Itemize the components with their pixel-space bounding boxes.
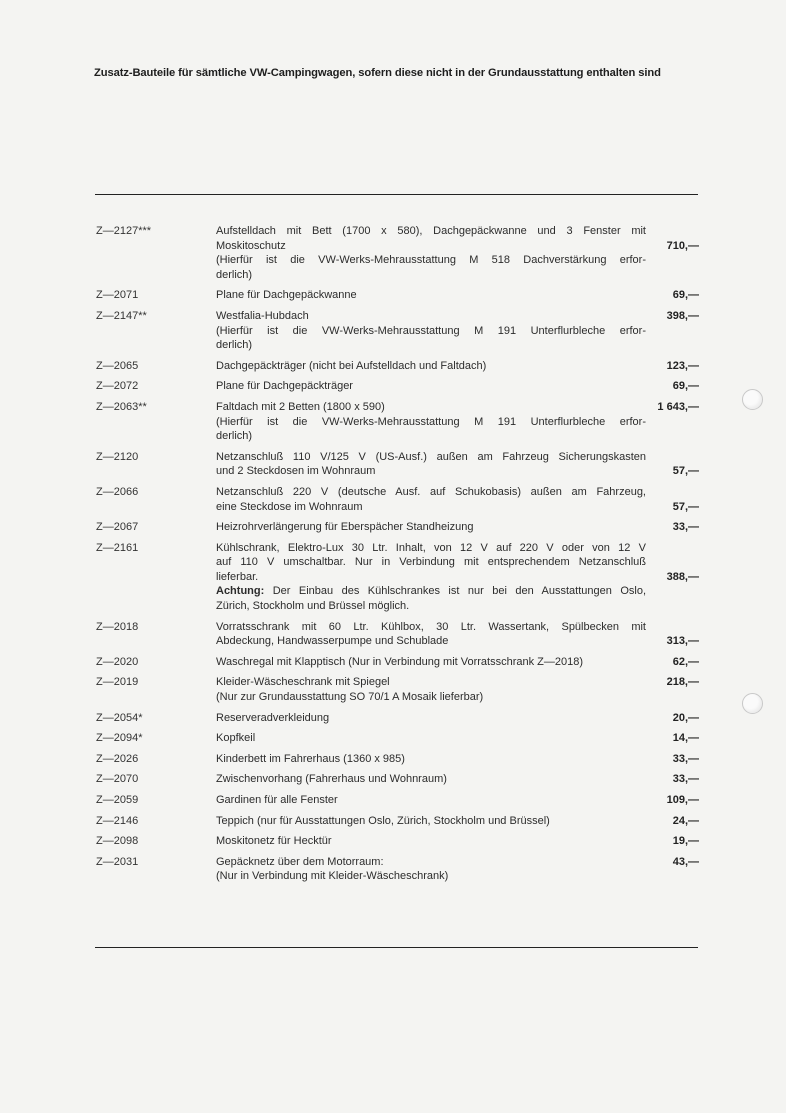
part-number: Z—2018 xyxy=(96,620,139,633)
description-line: Kleider-Wäscheschrank mit Spiegel xyxy=(216,676,390,689)
top-rule xyxy=(95,194,698,195)
part-price: 62,— xyxy=(672,655,699,668)
description-line: Zwischenvorhang (Fahrerhaus und Wohnraum) xyxy=(216,773,447,786)
part-row xyxy=(96,711,699,726)
part-description xyxy=(216,359,646,374)
part-price: 218,— xyxy=(666,676,699,689)
part-row xyxy=(96,772,699,787)
part-description xyxy=(216,814,646,829)
part-description xyxy=(216,711,646,726)
part-description xyxy=(216,834,646,849)
part-price: 33,— xyxy=(672,752,699,765)
part-description xyxy=(216,485,646,514)
part-description xyxy=(216,855,646,884)
part-price: 710,— xyxy=(666,239,699,252)
description-line: derlich) xyxy=(216,339,253,352)
part-price: 14,— xyxy=(672,732,699,745)
part-row xyxy=(96,288,699,303)
part-description xyxy=(216,520,646,535)
description-line: Westfalia-Hubdach xyxy=(216,309,309,322)
part-price: 109,— xyxy=(666,794,699,806)
parts-list xyxy=(96,224,699,890)
part-row xyxy=(96,359,699,374)
part-number: Z—2020 xyxy=(96,655,139,668)
part-row xyxy=(96,224,699,282)
description-line: und 2 Steckdosen im Wohnraum xyxy=(216,465,376,478)
description-line: Heizrohrverlängerung für Eberspächer Standheizung xyxy=(216,521,474,534)
part-row xyxy=(96,731,699,746)
binder-hole-lower xyxy=(742,693,763,714)
description-line: (Nur in Verbindung mit Kleider-Wäscheschrank) xyxy=(216,870,449,883)
part-description xyxy=(216,655,646,670)
part-row xyxy=(96,309,699,353)
part-row xyxy=(96,855,699,884)
part-row xyxy=(96,520,699,535)
part-price: 57,— xyxy=(672,500,699,513)
part-price: 24,— xyxy=(672,814,699,827)
part-number: Z—2147** xyxy=(96,309,147,322)
part-number: Z—2127*** xyxy=(96,225,152,237)
description-line: Faltdach mit 2 Betten (1800 x 590) xyxy=(216,400,385,413)
part-price: 69,— xyxy=(672,289,699,302)
part-row xyxy=(96,814,699,829)
part-price: 19,— xyxy=(672,835,699,848)
part-number: Z—2054* xyxy=(96,711,143,724)
part-row xyxy=(96,450,699,479)
part-number: Z—2065 xyxy=(96,359,139,372)
description-line: Netzanschluß 110 V/125 V (US-Ausf.) außen am Fahrzeug Sicherungskasten xyxy=(216,450,646,463)
part-number: Z—2071 xyxy=(96,289,139,302)
part-number: Z—2146 xyxy=(96,814,139,827)
part-row xyxy=(96,485,699,514)
note-line: Zürich, Stockholm und Brüssel möglich. xyxy=(216,600,410,613)
description-line: Moskitonetz für Hecktür xyxy=(216,835,332,848)
description-line: Kopfkeil xyxy=(216,732,256,745)
part-number: Z—2067 xyxy=(96,521,139,534)
description-line: lieferbar. xyxy=(216,570,259,583)
binder-hole-upper xyxy=(742,389,763,410)
part-number: Z—2019 xyxy=(96,676,139,689)
description-line: Netzanschluß 220 V (deutsche Ausf. auf Schukobasis) außen am Fahrzeug, xyxy=(216,485,646,498)
description-line: Kinderbett im Fahrerhaus (1360 x 985) xyxy=(216,752,405,765)
description-line: Plane für Dachgepäckträger xyxy=(216,380,353,393)
part-row xyxy=(96,400,699,444)
description-line: (Nur zur Grundausstattung SO 70/1 A Mosaik lieferbar) xyxy=(216,691,484,704)
part-row xyxy=(96,793,699,808)
part-description xyxy=(216,620,646,649)
description-line: (Hierfür ist die VW-Werks-Mehrausstattung M 518 Dachverstärkung erfor- xyxy=(216,254,646,267)
part-description xyxy=(216,379,646,394)
description-line: (Hierfür ist die VW-Werks-Mehrausstattung M 191 Unterflurbleche erfor- xyxy=(216,324,646,337)
part-number: Z—2094* xyxy=(96,732,143,745)
part-description xyxy=(216,450,646,479)
part-price: 57,— xyxy=(672,465,699,478)
part-description xyxy=(216,675,646,704)
description-line: derlich) xyxy=(216,268,253,281)
part-row xyxy=(96,834,699,849)
part-price: 123,— xyxy=(666,359,699,372)
part-description xyxy=(216,400,646,444)
description-line: Plane für Dachgepäckwanne xyxy=(216,289,357,302)
part-row xyxy=(96,675,699,704)
part-row xyxy=(96,379,699,394)
part-price: 33,— xyxy=(672,521,699,534)
part-price: 398,— xyxy=(666,309,699,322)
part-number: Z—2072 xyxy=(96,380,139,393)
part-row xyxy=(96,620,699,649)
bottom-rule xyxy=(95,947,698,948)
description-line: Gepäcknetz über dem Motorraum: xyxy=(216,855,384,868)
part-price: 33,— xyxy=(672,773,699,786)
description-line: Vorratsschrank mit 60 Ltr. Kühlbox, 30 Ltr. Wassertank, Spülbecken mit xyxy=(216,620,646,633)
part-description xyxy=(216,309,646,353)
description-line: (Hierfür ist die VW-Werks-Mehrausstattung M 191 Unterflurbleche erfor- xyxy=(216,415,646,428)
note-label: Achtung: xyxy=(216,585,265,598)
page-title: Zusatz-Bauteile für sämtliche VW-Campingwagen, sofern diese nicht in der Grundausstattung enthalten sind xyxy=(94,67,661,79)
part-number: Z—2098 xyxy=(96,835,139,848)
part-number: Z—2059 xyxy=(96,794,139,806)
description-line: Aufstelldach mit Bett (1700 x 580), Dachgepäckwanne und 3 Fenster mit xyxy=(216,225,646,237)
part-number: Z—2120 xyxy=(96,450,139,463)
description-line: Moskitoschutz xyxy=(216,239,286,252)
part-row xyxy=(96,541,699,614)
part-number: Z—2026 xyxy=(96,752,139,765)
part-description xyxy=(216,288,646,303)
description-line: Dachgepäckträger (nicht bei Aufstelldach und Faltdach) xyxy=(216,359,487,372)
description-line: Gardinen für alle Fenster xyxy=(216,794,338,806)
description-line: eine Steckdose im Wohnraum xyxy=(216,500,363,513)
part-description xyxy=(216,772,646,787)
note-text: Der Einbau des Kühlschrankes ist nur bei den Ausstattungen Oslo, xyxy=(264,585,646,598)
part-description xyxy=(216,541,646,614)
part-price: 20,— xyxy=(672,711,699,724)
part-number: Z—2070 xyxy=(96,773,139,786)
description-line: Reserveradverkleidung xyxy=(216,711,330,724)
part-row xyxy=(96,655,699,670)
part-number: Z—2031 xyxy=(96,855,139,868)
part-price: 43,— xyxy=(672,855,699,868)
part-description xyxy=(216,224,646,282)
part-row xyxy=(96,752,699,767)
part-number: Z—2063** xyxy=(96,400,147,413)
part-number: Z—2066 xyxy=(96,485,139,498)
description-line: Teppich (nur für Ausstattungen Oslo, Zürich, Stockholm und Brüssel) xyxy=(216,814,550,827)
part-number: Z—2161 xyxy=(96,541,139,554)
part-price: 1 643,— xyxy=(657,400,699,413)
part-description xyxy=(216,752,646,767)
description-line: Abdeckung, Handwasserpumpe und Schublade xyxy=(216,635,449,648)
description-line: Waschregal mit Klapptisch (Nur in Verbindung mit Vorratsschrank Z—2018) xyxy=(216,655,584,668)
part-price: 313,— xyxy=(666,635,699,648)
part-price: 388,— xyxy=(666,570,699,583)
part-price: 69,— xyxy=(672,380,699,393)
description-line: Kühlschrank, Elektro-Lux 30 Ltr. Inhalt, von 12 V auf 220 V oder von 12 V xyxy=(216,541,646,554)
description-line: auf 110 V umschaltbar. Nur in Verbindung mit entsprechendem Netzanschluß xyxy=(216,556,646,569)
part-description xyxy=(216,793,646,808)
description-line: derlich) xyxy=(216,430,253,443)
part-description xyxy=(216,731,646,746)
